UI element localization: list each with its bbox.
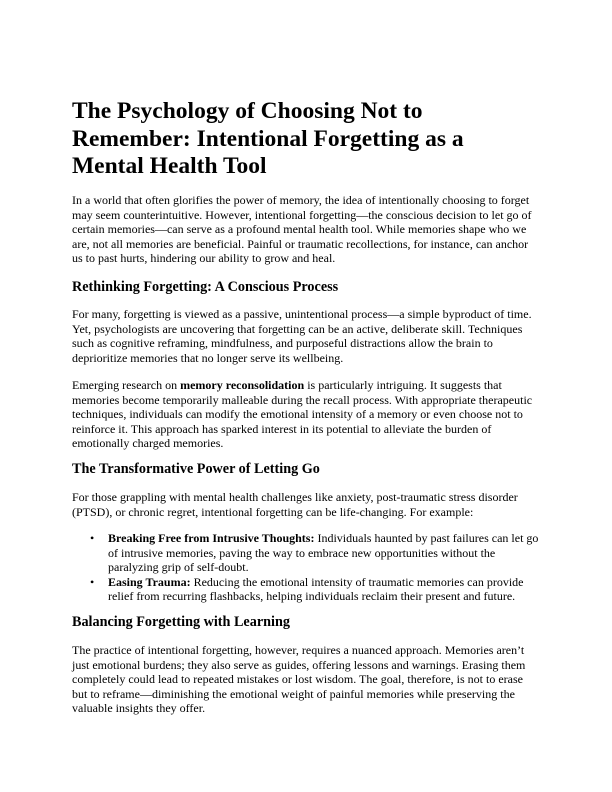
text-line: relief from recurring flashbacks, helping individuals reclaim their present and future. <box>108 589 516 604</box>
text-line: paralyzing grip of self-doubt. <box>108 560 249 575</box>
text-line: (PTSD), or chronic regret, intentional forgetting can be life-changing. For example: <box>72 504 474 519</box>
section-heading-letting-go: The Transformative Power of Letting Go <box>72 461 320 477</box>
text-line: valuable insights they offer. <box>72 701 206 716</box>
text-line: of intrusive memories, paving the way to embrace new opportunities without the <box>108 545 496 560</box>
title-line: The Psychology of Choosing Not to <box>72 98 423 124</box>
text-run: Individuals haunted by past failures can let go <box>314 531 539 545</box>
text-line: The practice of intentional forgetting, however, requires a nuanced approach. Memories aren’t <box>72 643 525 657</box>
text-line <box>108 575 542 590</box>
text-run: Emerging research on <box>72 378 181 392</box>
intro-paragraph <box>72 193 542 266</box>
list-item <box>72 575 542 604</box>
text-line <box>72 378 542 393</box>
bullet-icon: • <box>90 531 95 545</box>
text-line: For those grappling with mental health challenges like anxiety, post-traumatic stress disorder <box>72 490 518 504</box>
text-line: techniques, individuals can modify the emotional intensity of a memory or even choose not to <box>72 407 523 422</box>
section-paragraph <box>72 378 542 451</box>
text-line: us to past hurts, hindering our ability to grow and heal. <box>72 251 336 266</box>
list-item-label: Breaking Free from Intrusive Thoughts: <box>108 531 315 545</box>
text-line: In a world that often glorifies the power of memory, the idea of intentionally choosing to forget <box>72 193 530 207</box>
text-line: such as cognitive reframing, mindfulness, and purposeful distractions allow the brain to <box>72 336 493 351</box>
section-heading-rethinking: Rethinking Forgetting: A Conscious Process <box>72 279 339 295</box>
section-paragraph <box>72 307 542 365</box>
page-title <box>72 98 542 181</box>
section-heading-balancing: Balancing Forgetting with Learning <box>72 614 290 630</box>
text-line: completely could lead to repeated mistakes or lost wisdom. The goal, therefore, is not to erase <box>72 672 523 687</box>
text-line: Yet, psychologists are uncovering that forgetting can be an active, deliberate skill. Techniques <box>72 321 523 336</box>
text-line: but to reframe—diminishing the emotional weight of painful memories while preserving the <box>72 686 515 701</box>
text-line <box>108 531 542 546</box>
text-line: deprioritize memories that no longer serve its wellbeing. <box>72 350 344 365</box>
bullet-icon: • <box>90 574 95 589</box>
list-item-label: Easing Trauma: <box>108 574 191 589</box>
text-run: Reducing the emotional intensity of traumatic memories can provide <box>190 574 524 589</box>
text-line: memories become temporarily malleable during the recall process. With appropriate therapeutic <box>72 392 533 407</box>
section-paragraph <box>72 490 542 519</box>
text-line: just emotional burdens; they also serve as guides, offering lessons and warnings. Erasing them <box>72 657 526 672</box>
title-line: Remember: Intentional Forgetting as a <box>72 125 464 152</box>
text-line: emotionally charged memories. <box>72 436 224 451</box>
text-line: certain memories—can serve as a profound mental health tool. While memories shape who we <box>72 222 527 237</box>
list-item <box>72 531 542 575</box>
text-line: may seem counterintuitive. However, intentional forgetting—the conscious decision to let go of <box>72 207 532 222</box>
title-line: Mental Health Tool <box>72 153 267 180</box>
text-line: are, not all memories are beneficial. Painful or traumatic recollections, for instance, can anchor <box>72 236 529 251</box>
text-line: For many, forgetting is viewed as a passive, unintentional process—a simple byproduct of time. <box>72 307 532 321</box>
bold-term: memory reconsolidation <box>180 378 305 392</box>
text-run: is particularly intriguing. It suggests that <box>304 378 502 392</box>
section-paragraph <box>72 643 542 716</box>
text-line: reinforce it. This approach has sparked interest in its potential to alleviate the burden of <box>72 421 492 436</box>
examples-list <box>72 531 542 604</box>
